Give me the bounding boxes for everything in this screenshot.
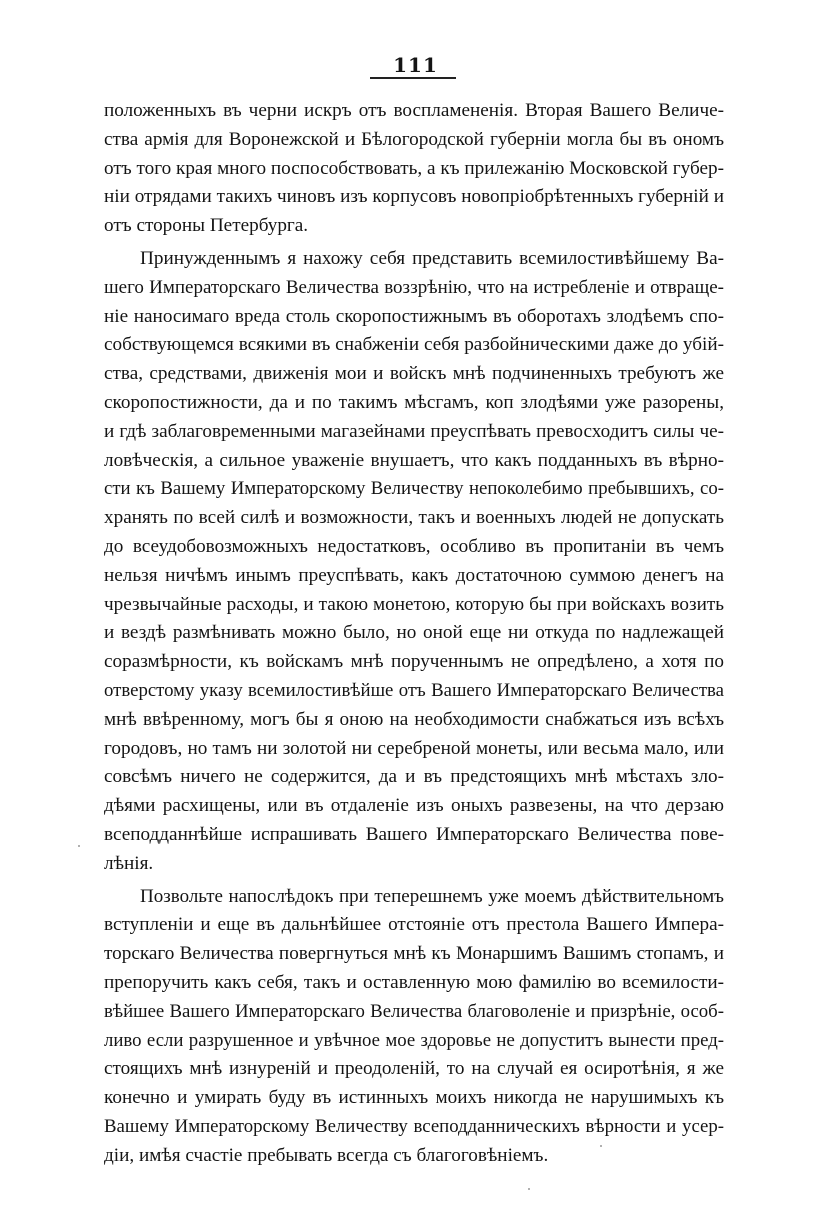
paragraph-1 — [104, 97, 724, 241]
text-line: лѣнія. — [104, 852, 154, 874]
text-line: чрезвычайные расходы, и такою монетою, которую бы при войскахъ возить — [104, 593, 724, 615]
text-line: вступленіи и еще въ дальнѣйшее отстояніе отъ престола Вашего Импера- — [104, 914, 724, 936]
text-line: городовъ, но тамъ ни золотой ни серебреной монеты, или весьма мало, или — [104, 737, 724, 759]
text-line: собствующемся всякими въ снабженіи себя разбойническими даже до убій- — [104, 334, 724, 356]
text-line: совсѣмъ ничего не содержится, да и въ предстоящихъ мнѣ мѣстахъ зло- — [104, 766, 724, 788]
text-line: скоропостижности, да и по такимъ мѣсгамъ, коп злодѣями уже разорены, — [104, 391, 724, 413]
text-line: соразмѣрности, къ войскамъ мнѣ порученнымъ не опредѣлено, а хотя по — [104, 651, 724, 673]
text-line: ловѣческія, а сильное уваженіе внушаетъ, что какъ подданныхъ въ вѣрно- — [104, 449, 724, 471]
text-line: отъ того края много поспособствовать, а къ прилежанію Московской губер- — [104, 157, 724, 179]
text-line: и гдѣ заблаговременными магазейнами преуспѣвать превосходитъ силы че- — [104, 420, 724, 442]
text-line: ства армія для Воронежской и Бѣлогородской губерніи могла бы въ ономъ — [104, 128, 724, 150]
text-line: до всеудобовозможныхъ недостатковъ, особливо въ пропитаніи въ чемъ — [104, 535, 724, 557]
text-line: мнѣ ввѣренному, могъ бы я оною на необходимости снабжаться изъ всѣхъ — [104, 708, 724, 730]
header-rule — [370, 77, 456, 79]
text-line: препоручить какъ себя, такъ и оставленную мою фамилію во всемилости- — [104, 971, 724, 993]
text-line: ніи отрядами такихъ чиновъ изъ корпусовъ новопріобрѣтенныхъ губерній и — [104, 186, 724, 208]
paper-speck — [600, 1145, 602, 1147]
text-line: Позвольте напослѣдокъ при теперешнемъ уже моемъ дѣйствительномъ — [140, 885, 724, 907]
text-line: хранять по всей силѣ и возможности, такъ и военныхъ людей не допускать — [104, 507, 724, 529]
text-line: діи, имѣя счастіе пребывать всегда съ благоговѣніемъ. — [104, 1144, 549, 1166]
text-line: всеподданнѣйше испрашивать Вашего Императорскаго Величества пове- — [104, 823, 724, 845]
text-line: нельзя ничѣмъ инымъ преуспѣвать, какъ достаточною суммою денегъ на — [104, 564, 724, 586]
text-line: шего Императорскаго Величества воззрѣнію, что на истребленіе и отвраще- — [104, 276, 724, 298]
text-line: конечно и умирать буду въ истинныхъ моихъ никогда не нарушимыхъ къ — [104, 1087, 724, 1109]
text-line: положенныхъ въ черни искръ отъ воспламененія. Вторая Вашего Величе- — [104, 100, 724, 121]
text-line: дѣями расхищены, или въ отдаленіе изъ оныхъ развезены, на что дерзаю — [104, 795, 724, 817]
page-header — [0, 54, 831, 76]
paper-speck — [78, 845, 80, 847]
text-line: и вездѣ размѣнивать можно было, но оной еще ни откуда по надлежащей — [104, 622, 724, 644]
text-line: Вашему Императорскому Величеству всеподданническихъ вѣрности и усер- — [104, 1115, 724, 1137]
text-body — [104, 97, 724, 1170]
text-line: ства, средствами, движенія мои и войскъ мнѣ подчиненныхъ требуютъ же — [104, 363, 724, 385]
paragraph-2 — [104, 245, 724, 879]
text-line: отъ стороны Петербурга. — [104, 215, 309, 237]
text-line: ливо если разрушенное и увѣчное мое здоровье не допуститъ вынести пред- — [104, 1029, 724, 1051]
text-line: Принужденнымъ я нахожу себя представить всемилостивѣйшему Ва- — [140, 247, 724, 269]
paragraph-3 — [104, 883, 724, 1171]
text-line: стоящихъ мнѣ изнуреній и преодоленій, то на случай ея осиротѣнія, я же — [104, 1058, 724, 1080]
text-line: вѣйшее Вашего Императорскаго Величества благоволеніе и призрѣніе, особ- — [104, 1000, 724, 1022]
text-line: ніе наносимаго вреда столь скоропостижнымъ въ оборотахъ злодѣемъ спо- — [104, 305, 724, 327]
page-number: 111 — [393, 53, 438, 77]
paper-speck — [528, 1188, 530, 1190]
text-line: сти къ Вашему Императорскому Величеству непоколебимо пребывшихъ, со- — [104, 478, 724, 500]
text-line: отверстому указу всемилостивѣйше отъ Вашего Императорскаго Величества — [104, 679, 724, 701]
text-line: торскаго Величества повергнуться мнѣ къ Монаршимъ Вашимъ стопамъ, и — [104, 943, 724, 965]
